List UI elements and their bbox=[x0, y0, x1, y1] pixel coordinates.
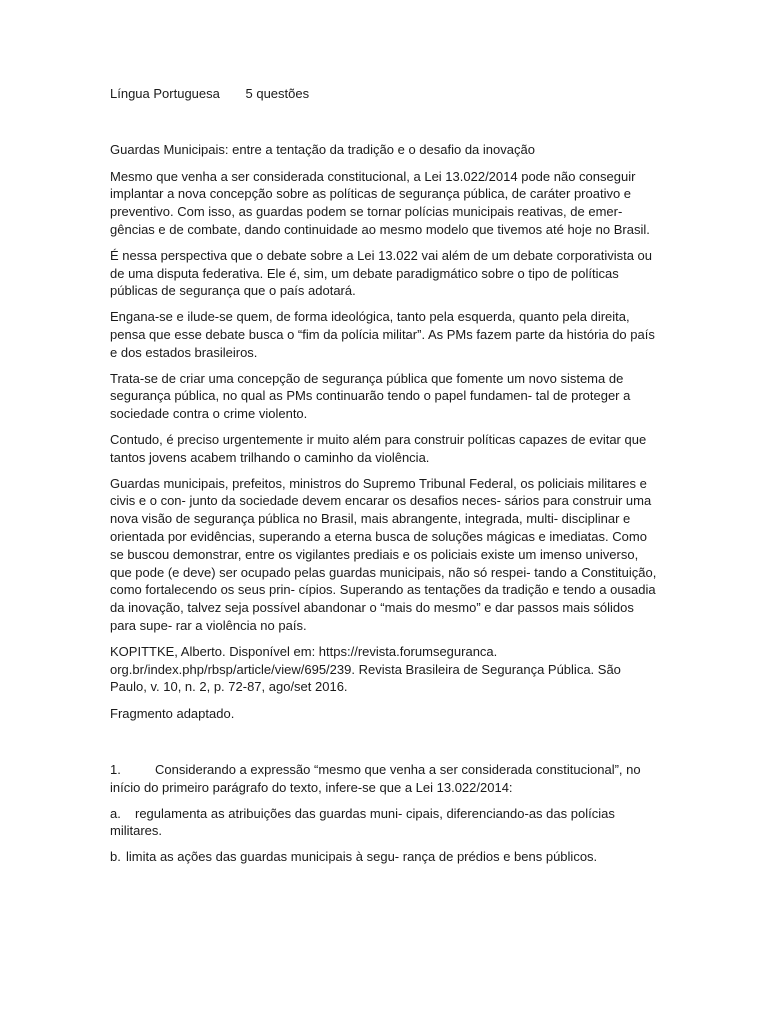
paragraph-3: Engana-se e ilude-se quem, de forma ideológica, tanto pela esquerda, quanto pela direita, pensa que esse debate busca o “fim da polícia militar”. As PMs fazem parte da história do país e dos estados brasileiros. bbox=[110, 309, 655, 360]
option-a[interactable] bbox=[110, 805, 660, 841]
option-b[interactable] bbox=[110, 848, 660, 866]
source-citation: KOPITTKE, Alberto. Disponível em: https://revista.forumseguranca. org.br/index.php/rbsp/article/view/695/239. Revista Brasileira de Segurança Pública. São Paulo, v. 10, n. 2, p. 72-87, ago/set 2016. bbox=[110, 643, 621, 695]
paragraph-2: É nessa perspectiva que o debate sobre a Lei 13.022 vai além de um debate corporativista ou de uma disputa federativa. Ele é, sim, um debate paradigmático sobre o tipo de políticas públicas de segurança que o país adotará. bbox=[110, 247, 653, 299]
document-content bbox=[110, 85, 660, 866]
option-letter: a. bbox=[110, 805, 121, 821]
subject-label: Língua Portuguesa bbox=[110, 86, 220, 101]
question-text: Considerando a expressão “mesmo que venha a ser considerada constitucional”, no início do primeiro parágrafo do texto, infere-se que a Lei 13.022/2014: bbox=[110, 761, 641, 795]
question-1 bbox=[110, 761, 660, 797]
article-title: Guardas Municipais: entre a tentação da tradição e o desafio da inovação bbox=[110, 141, 535, 157]
paragraph-5: Contudo, é preciso urgentemente ir muito além para construir políticas capazes de evitar que tantos jovens acabem trilhando o caminho da violência. bbox=[110, 431, 647, 465]
header-line bbox=[110, 85, 660, 103]
option-text: limita as ações das guardas municipais à segu- rança de prédios e bens públicos. bbox=[126, 849, 598, 865]
question-count: 5 questões bbox=[245, 86, 310, 101]
paragraph-1: Mesmo que venha a ser considerada constitucional, a Lei 13.022/2014 pode não conseguir implantar a nova concepção sobre as políticas de segurança pública, de caráter proativo e preventivo. Com isso, as guardas podem se tornar polícias municipais reativas, de emer- gências e de combate, dando continuidade ao mesmo modelo que tivemos até hoje no Brasil. bbox=[110, 168, 650, 237]
option-letter: b. bbox=[110, 849, 121, 865]
question-number: 1. bbox=[110, 761, 121, 777]
adaptation-note: Fragmento adaptado. bbox=[110, 706, 235, 722]
paragraph-4: Trata-se de criar uma concepção de segurança pública que fomente um novo sistema de segurança pública, no qual as PMs continuarão tendo o papel fundamen- tal de proteger a sociedade contra o crime violento. bbox=[110, 370, 631, 422]
paragraph-6: Guardas municipais, prefeitos, ministros do Supremo Tribunal Federal, os policiais militares e civis e o con- junto da sociedade devem encarar os desafios neces- sários para construir uma nova visão de segurança pública no Brasil, mais abrangente, integrada, multi- disciplinar e orientada por evidências, superando a eterna busca de soluções mágicas e imediatas. Como se buscou demonstrar, entre os vigilantes prediais e os policiais existe um imenso universo, que pode (e deve) ser ocupado pelas guardas municipais, não só respei- tando a Constituição, como fortalecendo os seus prin- cípios. Superando as tentações da tradição e tendo a ousadia da inovação, talvez seja possível abandonar o “mais do mesmo” e dar passos mais sólidos para supe- rar a violência no país. bbox=[110, 475, 657, 633]
option-text: regulamenta as atribuições das guardas muni- cipais, diferenciando-as das polícias militares. bbox=[110, 805, 615, 839]
